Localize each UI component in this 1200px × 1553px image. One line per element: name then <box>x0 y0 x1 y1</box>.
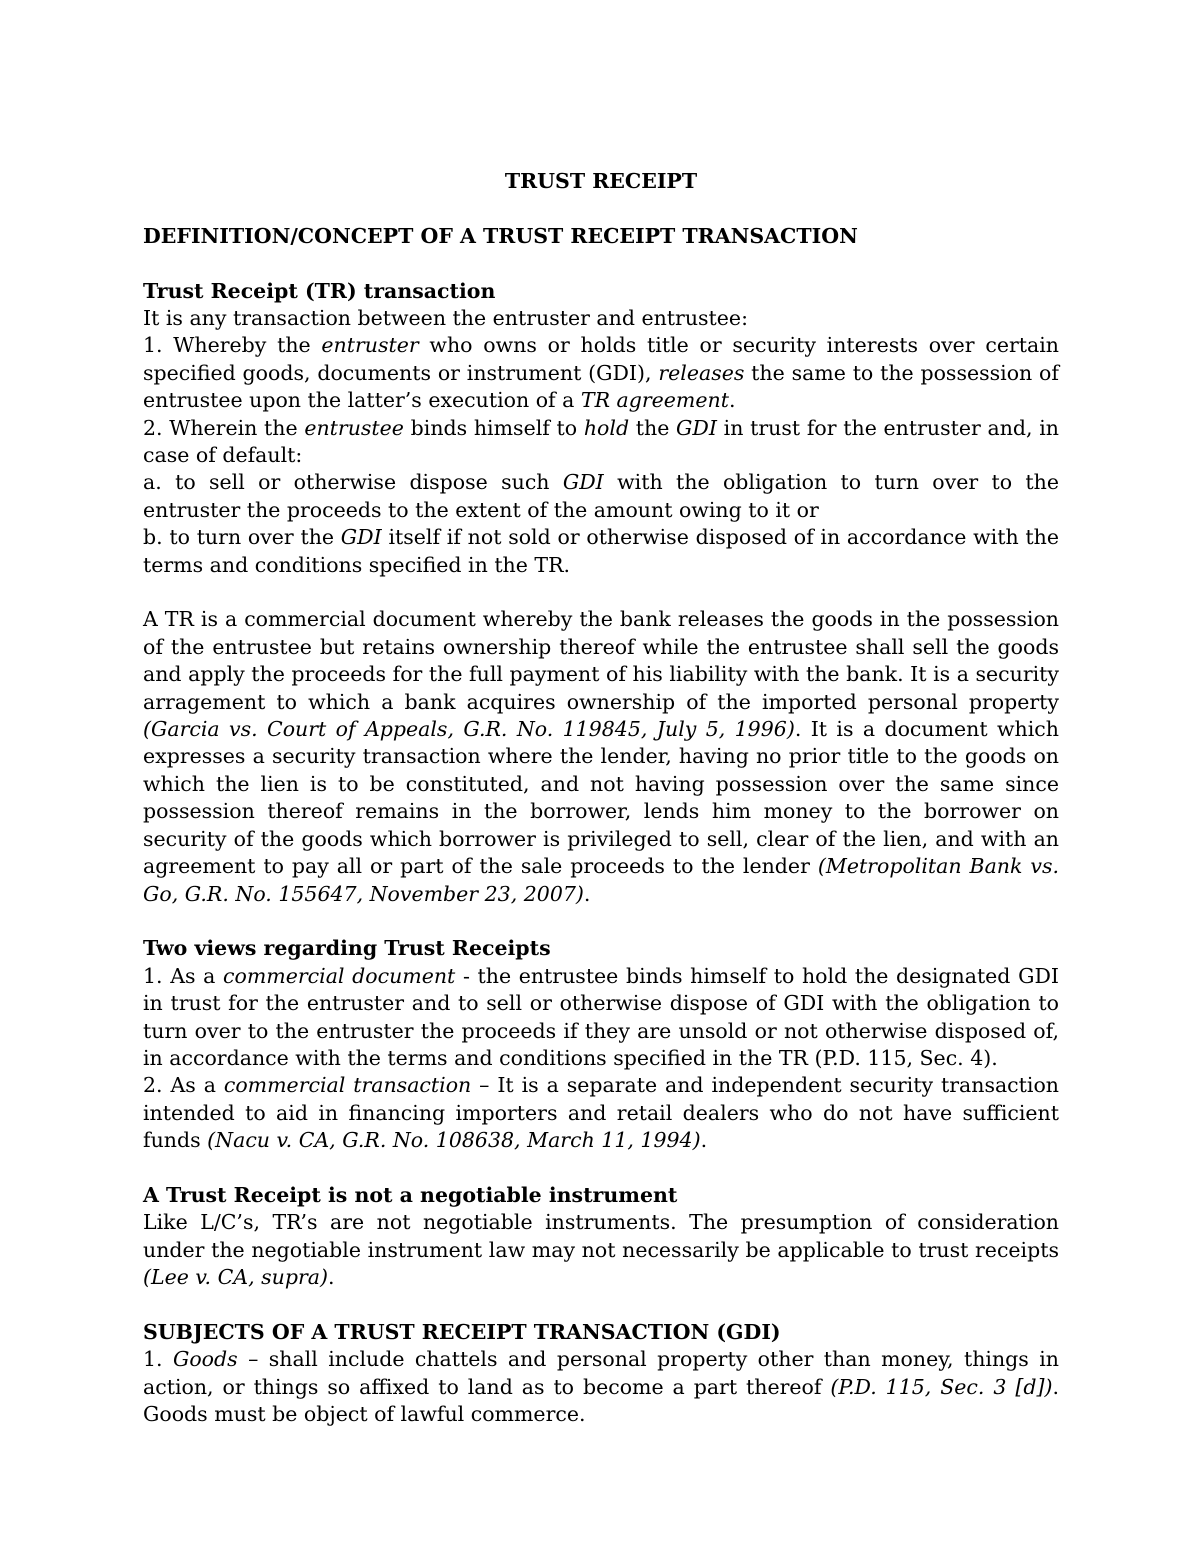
emphasis: commercial document <box>223 963 456 988</box>
text-run: – It is a separate and independent security transaction intended to aid in financing importers and retail dealers who do not have sufficient funds <box>143 1073 1060 1153</box>
text-run: a. to sell or otherwise dispose such <box>143 470 563 495</box>
section-heading-two-views: Two views regarding Trust Receipts <box>143 936 551 961</box>
text-run: 1. <box>143 1347 173 1372</box>
subjects-item-1 <box>143 1346 1059 1428</box>
section-heading-subjects: SUBJECTS OF A TRUST RECEIPT TRANSACTION (GDI) <box>143 1319 781 1344</box>
definition-paragraph <box>143 606 1059 907</box>
text-run: the same to the possession of entrustee upon the latter’s execution of a <box>143 360 1059 413</box>
text-run: 1. As a <box>143 963 224 988</box>
emphasis: commercial transaction <box>223 1073 472 1098</box>
emphasis: Goods <box>172 1347 238 1372</box>
text-run: in trust for the entruster and, in case of default: <box>143 415 1060 468</box>
definition-item-2 <box>143 415 1059 470</box>
text-run: - the entrustee binds himself to hold the designated GDI in trust for the entruster and to sell or otherwise dispose of GDI with the obligation to turn over to the entruster the proceeds if they are unsold or not otherwise disposed of, in accordance with the terms and conditions specified in the TR (P.D. 115, Sec. 4). <box>143 963 1059 1070</box>
document-title: TRUST RECEIPT <box>504 169 698 193</box>
text-run: . <box>327 1265 335 1290</box>
emphasis: GDI <box>676 415 717 440</box>
view-item-1 <box>143 963 1059 1073</box>
text-run: itself if not sold or otherwise disposed of in accordance with the terms and conditions specified in the TR. <box>143 525 1059 577</box>
emphasis: releases <box>658 360 745 385</box>
text-run: with the obligation to turn over to the entruster the proceeds to the extent of the amount owing to it or <box>143 470 1059 522</box>
text-run: A TR is a commercial document whereby the bank releases the goods in the possession of the entrustee but retains ownership thereof while the entrustee shall sell the goods and apply the proceeds for the full payment of his liability with the bank. It is a security arragement to which a bank acquires ownership of the imported personal property <box>143 607 1059 714</box>
citation: (Garcia vs. Court of Appeals, G.R. No. 119845, July 5, 1996) <box>143 717 795 742</box>
text-run: . <box>728 388 736 413</box>
view-item-2 <box>143 1072 1059 1154</box>
subheading-tr-transaction: Trust Receipt (TR) transaction <box>143 278 496 303</box>
text-run: b. to turn over the <box>143 525 341 550</box>
text-run: – shall include chattels and personal property other than money, things in action, or things so affixed to land as to become a part thereof <box>143 1347 1059 1399</box>
text-run: . <box>700 1128 708 1153</box>
text-run: the <box>629 415 677 440</box>
section-heading-not-negotiable: A Trust Receipt is not a negotiable instrument <box>143 1182 678 1207</box>
text-run: 2. As a <box>143 1073 224 1098</box>
text-run: . It is a document which expresses a security transaction where the lender, having no prior title to the goods on which the lien is to be constituted, and not having possession over the same since possession thereof remains in the borrower, lends him money to the borrower on security of the goods which borrower is privileged to sell, clear of the lien, and with an agreement to pay all or part of the sale proceeds to the lender <box>143 717 1059 879</box>
definition-item-a <box>143 469 1059 524</box>
definition-item-b <box>143 524 1059 579</box>
text-run: who owns or holds title or security interests over certain specified goods, documents or instrument (GDI), <box>143 333 1059 385</box>
text-run: binds himself to <box>403 415 584 440</box>
text-run: Like L/C’s, TR’s are not negotiable instruments. The presumption of consideration under the negotiable instrument law may not necessarily be applicable to trust receipts <box>143 1210 1059 1262</box>
section-heading-definition: DEFINITION/CONCEPT OF A TRUST RECEIPT TRANSACTION <box>143 223 858 248</box>
spacer <box>143 1155 1059 1182</box>
emphasis: entrustee <box>304 415 404 440</box>
citation: (Metropolitan Bank vs. Go, G.R. No. 155647, November 23, 2007) <box>143 854 1059 906</box>
spacer <box>143 908 1059 935</box>
emphasis: GDI <box>562 470 604 495</box>
not-negotiable-paragraph <box>143 1209 1059 1291</box>
intro-text: It is any transaction between the entruster and entrustee: <box>143 306 748 330</box>
emphasis: entruster <box>321 333 419 358</box>
emphasis: TR agreement <box>580 388 729 413</box>
emphasis: hold <box>583 415 630 440</box>
citation: (P.D. 115, Sec. 3 [d]) <box>830 1374 1053 1399</box>
spacer <box>143 250 1059 277</box>
text-run: . <box>583 881 591 906</box>
citation: (Nacu v. CA, G.R. No. 108638, March 11, 1994) <box>207 1128 701 1153</box>
text-run: . Goods must be object of lawful commerce. <box>143 1374 1059 1427</box>
citation: (Lee v. CA, supra) <box>143 1265 328 1290</box>
text-run: 1. Whereby the <box>143 333 322 358</box>
definition-item-1 <box>143 332 1059 414</box>
spacer <box>143 579 1059 606</box>
text-run: 2. Wherein the <box>143 415 305 440</box>
spacer <box>143 1292 1059 1319</box>
emphasis: GDI <box>340 525 382 550</box>
document-page <box>143 168 1059 1429</box>
